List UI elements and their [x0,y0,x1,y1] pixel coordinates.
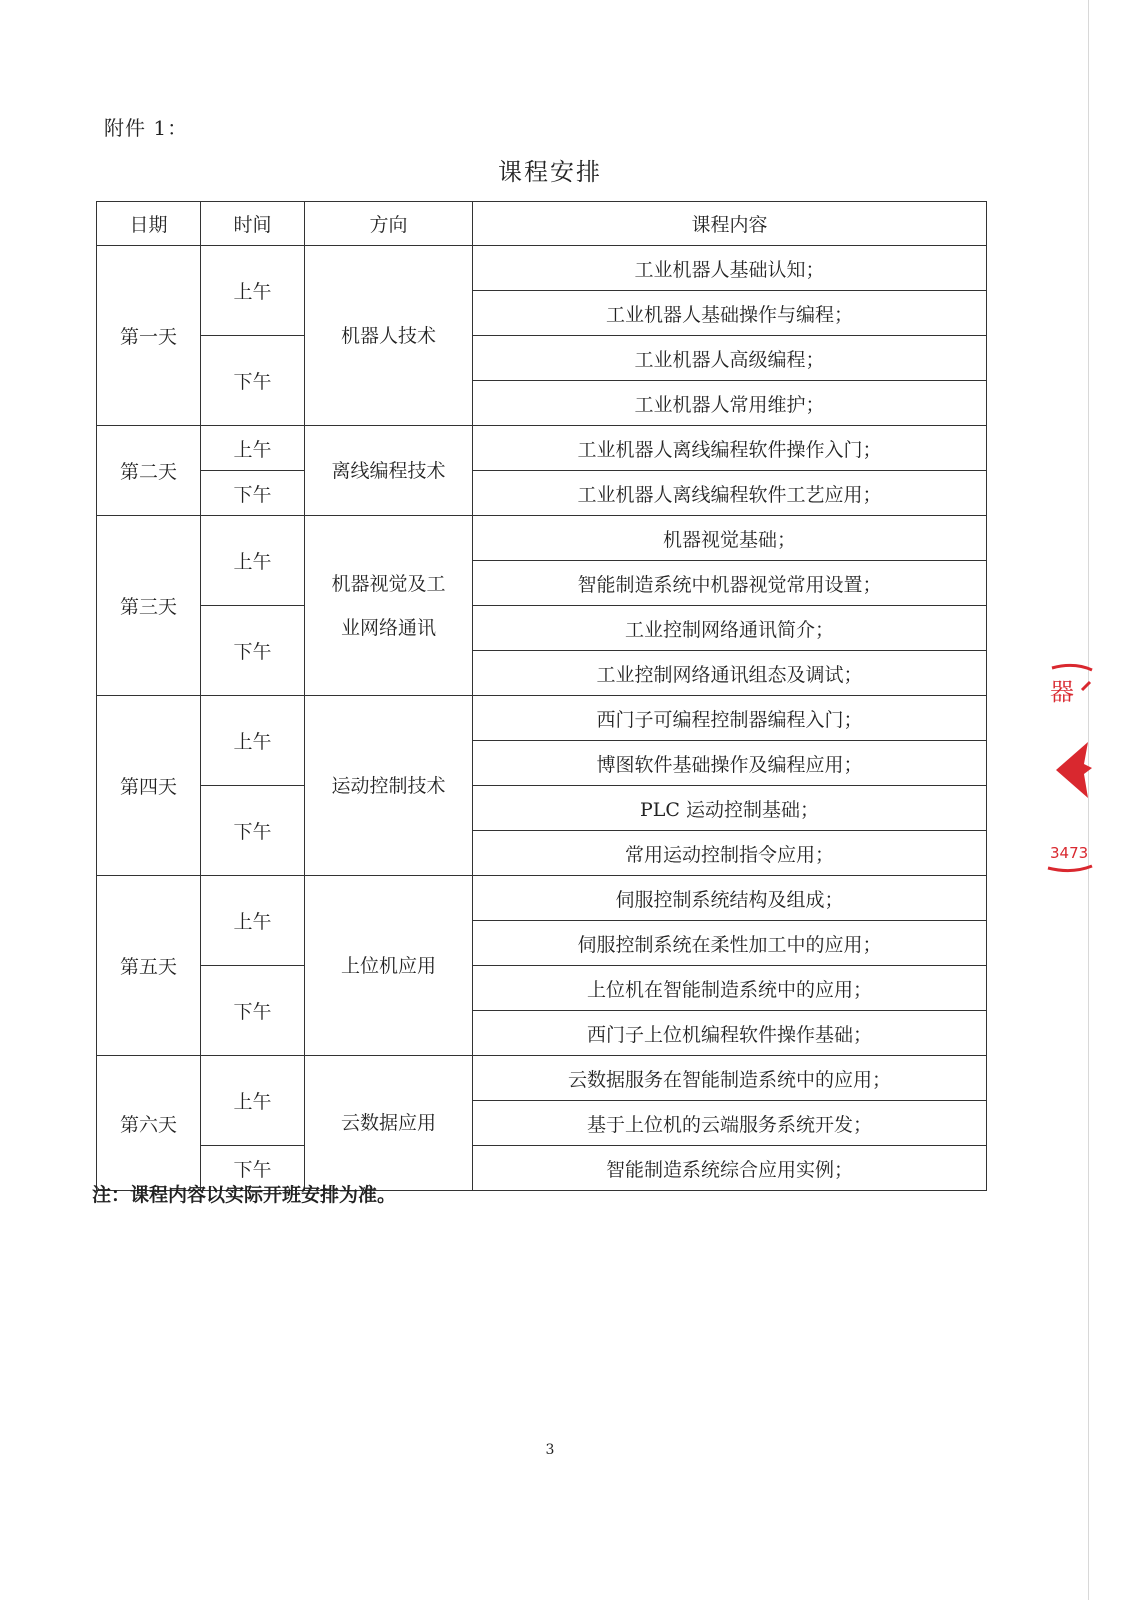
content-cell: 基于上位机的云端服务系统开发； [473,1101,987,1146]
table-row [97,786,987,831]
day-cell: 第三天 [97,516,201,696]
content-cell: 上位机在智能制造系统中的应用； [473,966,987,1011]
direction-text: 机器人技术 [340,324,436,347]
content-cell: 伺服控制系统在柔性加工中的应用； [473,921,987,966]
content-cell: 工业机器人基础认知； [473,246,987,291]
direction-text: 离线编程技术 [331,459,446,482]
stamp-star [1056,742,1092,798]
direction-text: 业网络通讯 [340,616,436,639]
table-row [97,606,987,651]
content-cell: 博图软件基础操作及编程应用； [473,741,987,786]
schedule-body [97,246,987,1191]
table-row [97,696,987,741]
table-header-row [97,202,987,246]
content-cell: 工业机器人高级编程； [473,336,987,381]
direction-text: 上位机应用 [340,954,436,977]
table-row [97,1056,987,1101]
content-cell: 工业机器人常用维护； [473,381,987,426]
direction-cell [305,1056,473,1191]
content-cell: 伺服控制系统结构及组成； [473,876,987,921]
time-cell: 下午 [201,336,305,426]
content-cell: 常用运动控制指令应用； [473,831,987,876]
direction-text: 机器视觉及工 [331,572,446,595]
document-title: 课程安排 [498,158,602,186]
direction-text: 运动控制技术 [331,774,446,797]
direction-cell [305,516,473,696]
table-row [97,516,987,561]
content-cell: 工业机器人基础操作与编程； [473,291,987,336]
stamp-mark [1082,682,1090,690]
header-direction: 方向 [305,202,473,246]
table-row [97,966,987,1011]
time-cell: 下午 [201,471,305,516]
table-row [97,471,987,516]
header-time: 时间 [201,202,305,246]
time-cell: 下午 [201,786,305,876]
table-row [97,426,987,471]
attachment-label: 附件 1： [104,116,189,140]
stamp-text-top: 器 [1050,678,1074,706]
stamp-arc-top [1052,665,1092,670]
time-cell: 上午 [201,1056,305,1146]
table-row [97,876,987,921]
time-cell: 上午 [201,426,305,471]
table-row [97,336,987,381]
day-cell: 第六天 [97,1056,201,1191]
header-content: 课程内容 [473,202,987,246]
red-seal-stamp [1044,660,1094,875]
time-cell: 下午 [201,606,305,696]
content-cell: 西门子上位机编程软件操作基础； [473,1011,987,1056]
content-cell: 机器视觉基础； [473,516,987,561]
day-cell: 第二天 [97,426,201,516]
header-date: 日期 [97,202,201,246]
content-cell: 工业机器人离线编程软件工艺应用； [473,471,987,516]
time-cell: 上午 [201,246,305,336]
time-cell: 下午 [201,966,305,1056]
time-cell: 上午 [201,696,305,786]
schedule-table [96,201,987,1191]
day-cell: 第五天 [97,876,201,1056]
content-cell: 工业控制网络通讯简介； [473,606,987,651]
footnote: 注：课程内容以实际开班安排为准。 [92,1184,397,1206]
content-cell: 工业机器人离线编程软件操作入门； [473,426,987,471]
time-cell: 上午 [201,876,305,966]
content-cell: 智能制造系统综合应用实例； [473,1146,987,1191]
direction-cell [305,876,473,1056]
day-cell: 第一天 [97,246,201,426]
direction-cell [305,426,473,516]
content-cell: 西门子可编程控制器编程入门； [473,696,987,741]
direction-cell [305,246,473,426]
table-row [97,246,987,291]
time-cell: 上午 [201,516,305,606]
direction-cell [305,696,473,876]
day-cell: 第四天 [97,696,201,876]
page-number: 3 [545,1442,555,1458]
stamp-text-bottom: 3473 [1050,844,1089,862]
content-cell: 智能制造系统中机器视觉常用设置； [473,561,987,606]
content-cell: 云数据服务在智能制造系统中的应用； [473,1056,987,1101]
time-cell: 下午 [201,1146,305,1191]
direction-text: 云数据应用 [340,1112,436,1134]
content-cell: 工业控制网络通讯组态及调试； [473,651,987,696]
stamp-arc-bottom [1048,866,1092,871]
content-cell: PLC 运动控制基础； [473,786,987,831]
